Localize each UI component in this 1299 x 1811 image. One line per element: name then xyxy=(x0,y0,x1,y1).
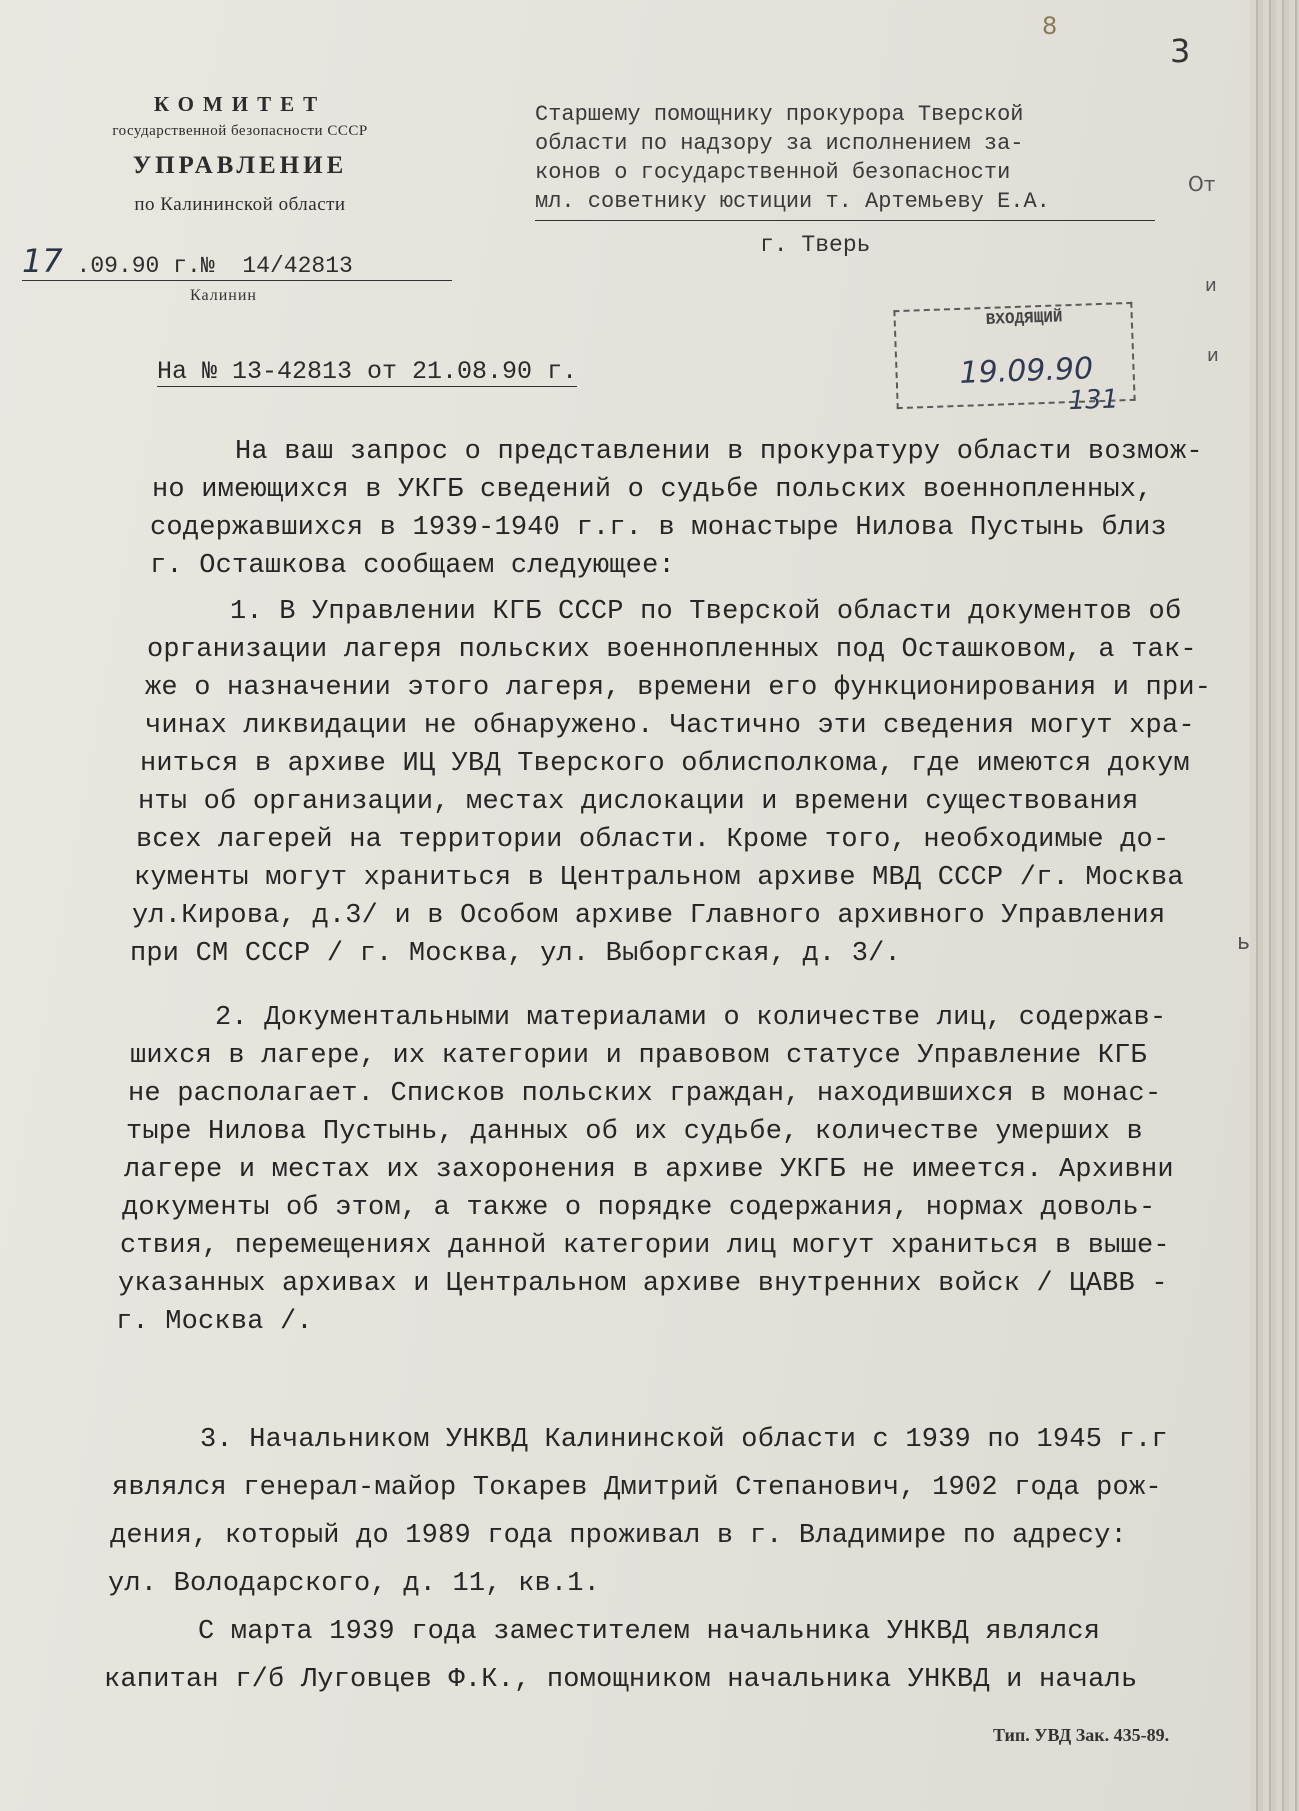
addressee-line: области по надзору за исполнением за- xyxy=(535,131,1024,156)
in-reply-reference: На № 13-42813 от 21.08.90 г. xyxy=(157,357,578,386)
body-line: г. Осташкова сообщаем следующее: xyxy=(150,551,675,581)
body-line: ул. Володарского, д. 11, кв.1. xyxy=(108,1569,601,1599)
letterhead-city: Калинин xyxy=(190,287,257,304)
handwritten-corner-mark: 8 xyxy=(1042,12,1058,40)
outgoing-date-day: 17 xyxy=(22,242,63,280)
body-line: 1. В Управлении КГБ СССР по Тверской области документов об xyxy=(230,597,1182,627)
handwritten-page-number: 3 xyxy=(1170,32,1191,70)
stamp-label: ВХОДЯЩИЙ xyxy=(985,308,1063,329)
body-line: тыре Нилова Пустынь, данных об их судьбе, количестве умерших в xyxy=(126,1117,1143,1147)
body-line: С марта 1939 года заместителем начальника УНКВД являлся xyxy=(198,1617,1101,1647)
body-line: нты об организации, местах дислокации и времени существования xyxy=(138,787,1139,817)
body-line: ул.Кирова, д.3/ и в Особом архиве Главного архивного Управления xyxy=(132,901,1166,931)
body-line: кументы могут храниться в Центральном архиве МВД СССР /г. Москва xyxy=(134,863,1184,893)
letterhead-org: государственной безопасности СССР xyxy=(112,123,368,139)
print-shop-note: Тип. УВД Зак. 435-89. xyxy=(993,1725,1170,1745)
outgoing-number: 14/42813 xyxy=(242,253,353,279)
body-line: дения, который до 1989 года проживал в г. Владимире по адресу: xyxy=(110,1521,1127,1551)
body-line: являлся генерал-майор Токарев Дмитрий Степанович, 1902 года рож- xyxy=(112,1473,1162,1503)
letterhead-committee: КОМИТЕТ xyxy=(153,92,327,116)
letterhead-region: по Калининской области xyxy=(134,194,346,215)
body-line: при СМ СССР / г. Москва, ул. Выборгская, д. 3/. xyxy=(130,939,901,969)
body-line: ствия, перемещениях данной категории лиц могут храниться в выше- xyxy=(120,1231,1170,1261)
stamp-date: 19.09.90 xyxy=(958,351,1094,391)
body-line: ниться в архиве ИЦ УВД Тверского облисполкома, где имеются докум xyxy=(140,749,1190,779)
outgoing-date-rest: .09.90 г.№ xyxy=(76,253,215,279)
addressee-city: г. Тверь xyxy=(760,232,871,258)
body-line: лагере и местах их захоронения в архиве УКГБ не имеется. Архивни xyxy=(124,1155,1174,1185)
body-line: не располагает. Списков польских граждан, находившихся в монас- xyxy=(128,1079,1162,1109)
body-line: шихся в лагере, их категории и правовом статусе Управление КГБ xyxy=(130,1041,1147,1071)
margin-note: ь xyxy=(1237,930,1250,955)
stamp-number: 131 xyxy=(1068,384,1119,417)
body-line: чинах ликвидации не обнаружено. Частично эти сведения могут хра- xyxy=(145,711,1195,741)
body-line: На ваш запрос о представлении в прокуратуру области возмож- xyxy=(235,437,1203,467)
addressee-line: конов о государственной безопасности xyxy=(535,160,1011,185)
body-line: документы об этом, а также о порядке содержания, нормах доволь- xyxy=(122,1193,1156,1223)
body-line: капитан г/б Луговцев Ф.К., помощником начальника УНКВД и началь xyxy=(104,1665,1138,1695)
stacked-sheet-edges xyxy=(1250,0,1299,1811)
body-line: г. Москва /. xyxy=(116,1307,313,1337)
letterhead-directorate: УПРАВЛЕНИЕ xyxy=(132,152,348,179)
margin-note: От xyxy=(1188,172,1216,196)
body-line: содержавшихся в 1939-1940 г.г. в монастыре Нилова Пустынь близ xyxy=(150,513,1167,543)
addressee-line: Старшему помощнику прокурора Тверской xyxy=(535,102,1024,127)
body-line: но имеющихся в УКГБ сведений о судьбе польских военнопленных, xyxy=(152,475,1153,505)
addressee-line: мл. советнику юстиции т. Артемьеву Е.А. xyxy=(535,189,1050,214)
body-line: указанных архивах и Центральном архиве внутренних войск / ЦАВВ - xyxy=(118,1269,1168,1299)
body-line: 2. Документальными материалами о количестве лиц, содержав- xyxy=(215,1003,1167,1033)
body-line: 3. Начальником УНКВД Калининской области с 1939 по 1945 г.г xyxy=(200,1425,1168,1455)
body-line: всех лагерей на территории области. Кроме того, необходимые до- xyxy=(136,825,1170,855)
body-line: организации лагеря польских военнопленных под Осташковом, а так- xyxy=(147,635,1197,665)
margin-note: и xyxy=(1207,345,1219,366)
body-line: же о назначении этого лагеря, времени его функционирования и при- xyxy=(145,673,1212,703)
margin-note: и xyxy=(1205,275,1217,296)
